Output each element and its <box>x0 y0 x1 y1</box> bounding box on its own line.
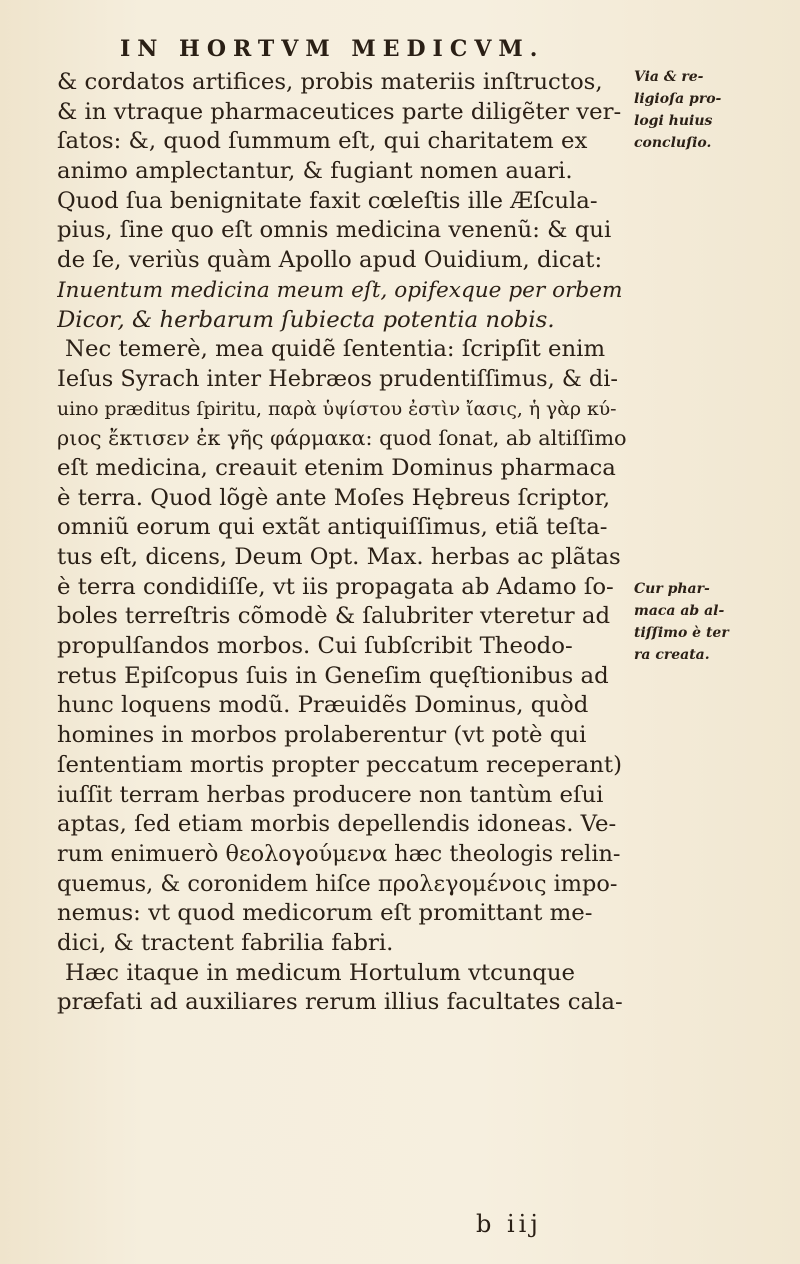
margin-note-line: ligioſa pro- <box>634 91 722 107</box>
text-line: Quod ſua benignitate faxit cœleſtis ille Æſcula- <box>57 187 598 214</box>
body-text <box>57 68 627 1018</box>
text-line: aptas, ſed etiam morbis depellendis idoneas. Ve- <box>57 811 617 838</box>
text-line: ſententiam mortis propter peccatum receperant) <box>57 751 622 778</box>
text-line: omniũ eorum qui extãt antiquiſſimus, etiã teſta- <box>57 514 608 541</box>
text-line: uino præditus ſpiritu, παρὰ ὑψίστου ἐστὶν ἴασις, ἡ γὰρ κύ- <box>57 398 617 420</box>
text-line: è terra. Quod lõgè ante Moſes Hębreus ſcriptor, <box>57 484 611 511</box>
text-line: de ſe, veriùs quàm Apollo apud Ouidium, dicat: <box>57 247 603 274</box>
text-line: è terra condidiſſe, vt iis propagata ab Adamo ſo- <box>57 573 614 600</box>
text-line: retus Epiſcopus ſuis in Geneſim quęſtionibus ad <box>57 662 609 689</box>
signature-mark: b iij <box>476 1210 542 1238</box>
text-line: eſt medicina, creauit etenim Dominus pharmaca <box>57 454 616 481</box>
text-line: nemus: vt quod medicorum eſt promittant me- <box>57 900 593 927</box>
margin-note <box>634 578 794 666</box>
text-line: hunc loquens modũ. Præuidẽs Dominus, quòd <box>57 692 589 719</box>
text-line: ριος ἔκτισεν ἐκ γῆς φάρμακα: quod ſonat, ab altiſſimo <box>57 426 627 451</box>
text-line: dici, & tractent fabrilia fabri. <box>57 929 394 956</box>
text-line: præfati ad auxiliares rerum illius facultates cala- <box>57 989 623 1016</box>
margin-note-line: concluſio. <box>634 135 712 151</box>
quotation-line: Dicor, & herbarum ſubiecta potentia nobis. <box>57 306 555 333</box>
text-line: rum enimuerò θεολογούμενα hæc theologis relin- <box>57 840 621 867</box>
text-line: animo amplectantur, & fugiant nomen auari. <box>57 158 573 185</box>
text-line: Ieſus Syrach inter Hebræos prudentiſſimus, & di- <box>57 365 618 392</box>
text-line: Hæc itaque in medicum Hortulum vtcunque <box>65 959 576 986</box>
margin-note <box>634 66 794 154</box>
text-line: Nec temerè, mea quidẽ ſententia: ſcripſit enim <box>65 336 606 363</box>
text-line: pius, ſine quo eſt omnis medicina venenũ: & qui <box>57 217 612 244</box>
margin-note-line: tiſſimo è ter <box>634 625 729 641</box>
text-line: tus eſt, dicens, Deum Opt. Max. herbas ac plãtas <box>57 544 621 570</box>
text-line: propulſandos morbos. Cui ſubſcribit Theodo- <box>57 633 573 660</box>
text-line: & cordatos artifices, probis materiis inſtructos, <box>57 69 603 95</box>
running-head: IN HORTVM MEDICVM. <box>120 36 545 62</box>
text-line: quemus, & coronidem hiſce προλεγομένοις impo- <box>57 870 618 897</box>
text-line: homines in morbos prolaberentur (vt potè qui <box>57 722 587 749</box>
text-line: boles terreſtris cõmodè & ſalubriter vteretur ad <box>57 603 611 630</box>
margin-note-line: ra creata. <box>634 647 710 663</box>
margin-note-line: Cur phar- <box>634 581 710 597</box>
margin-note-line: Via & re- <box>634 69 704 85</box>
text-line: ſatos: &, quod ſummum eſt, qui charitatem ex <box>57 128 588 155</box>
margin-note-line: logi huius <box>634 113 713 129</box>
text-line: & in vtraque pharmaceutices parte diligẽter ver- <box>57 98 622 125</box>
margin-note-line: maca ab al- <box>634 603 725 619</box>
text-line: iuſſit terram herbas producere non tantùm eſui <box>57 781 604 808</box>
quotation-line: Inuentum medicina meum eſt, opifexque per orbem <box>57 277 623 303</box>
